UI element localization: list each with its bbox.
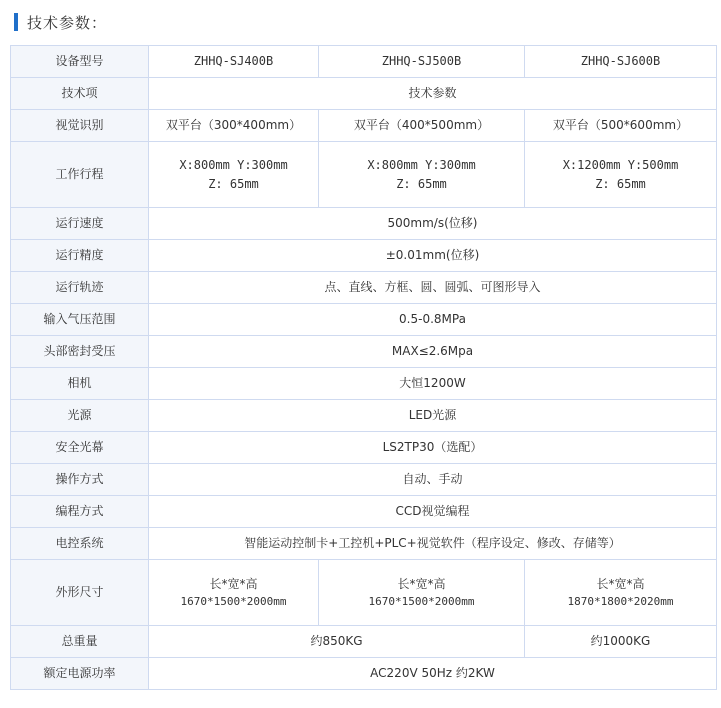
vision-cell-1: 双平台（300*400mm）: [149, 110, 319, 142]
programming-value: CCD视觉编程: [149, 496, 717, 528]
row-label-speed: 运行速度: [11, 208, 149, 240]
light-value: LED光源: [149, 400, 717, 432]
section-accent-bar: [14, 13, 18, 31]
row-label-safety: 安全光幕: [11, 432, 149, 464]
vision-cell-3: 双平台（500*600mm）: [525, 110, 717, 142]
dimensions-cell-1: [149, 560, 319, 626]
travel-cell-1: [149, 142, 319, 208]
row-label-light: 光源: [11, 400, 149, 432]
travel-cell-3: [525, 142, 717, 208]
row-label-seal-pressure: 头部密封受压: [11, 336, 149, 368]
section-title: 技术参数：: [27, 13, 108, 32]
row-trajectory: [11, 272, 717, 304]
row-label-item: 技术项: [11, 78, 149, 110]
dimensions-cell-2: [319, 560, 525, 626]
row-label-dimensions: 外形尺寸: [11, 560, 149, 626]
row-light: [11, 400, 717, 432]
row-dimensions: [11, 560, 717, 626]
row-power: [11, 658, 717, 690]
row-label-control: 电控系统: [11, 528, 149, 560]
row-safety: [11, 432, 717, 464]
seal-pressure-value: MAX≤2.6Mpa: [149, 336, 717, 368]
row-label-camera: 相机: [11, 368, 149, 400]
row-programming: [11, 496, 717, 528]
dimensions-cell-3: [525, 560, 717, 626]
row-label-operation: 操作方式: [11, 464, 149, 496]
section-header: [14, 10, 107, 34]
precision-value: ±0.01mm(位移): [149, 240, 717, 272]
weight-value-b: 约1000KG: [525, 626, 717, 658]
model-cell-3: ZHHQ-SJ600B: [525, 46, 717, 78]
safety-value: LS2TP30（选配）: [149, 432, 717, 464]
dimensions-caption-3: 长*宽*高: [596, 576, 645, 591]
weight-value-a: 约850KG: [149, 626, 525, 658]
travel-z-1: Z: 65mm: [208, 176, 259, 191]
row-item: [11, 78, 717, 110]
dimensions-size-3: 1870*1800*2020mm: [567, 595, 674, 609]
travel-cell-2: [319, 142, 525, 208]
row-label-power: 额定电源功率: [11, 658, 149, 690]
dimensions-size-2: 1670*1500*2000mm: [368, 595, 475, 609]
item-value: 技术参数: [149, 78, 717, 110]
dimensions-caption-1: 长*宽*高: [209, 576, 258, 591]
row-label-model: 设备型号: [11, 46, 149, 78]
trajectory-value: 点、直线、方框、圆、圆弧、可图形导入: [149, 272, 717, 304]
row-label-weight: 总重量: [11, 626, 149, 658]
row-air-pressure: [11, 304, 717, 336]
dimensions-caption-2: 长*宽*高: [397, 576, 446, 591]
model-cell-2: ZHHQ-SJ500B: [319, 46, 525, 78]
spec-table: [10, 45, 717, 690]
camera-value: 大恒1200W: [149, 368, 717, 400]
row-label-programming: 编程方式: [11, 496, 149, 528]
row-label-trajectory: 运行轨迹: [11, 272, 149, 304]
control-value: 智能运动控制卡+工控机+PLC+视觉软件（程序设定、修改、存储等）: [149, 528, 717, 560]
travel-xy-1: X:800mm Y:300mm: [179, 157, 288, 172]
row-precision: [11, 240, 717, 272]
row-label-vision: 视觉识别: [11, 110, 149, 142]
row-label-air-pressure: 输入气压范围: [11, 304, 149, 336]
travel-z-2: Z: 65mm: [396, 176, 447, 191]
travel-xy-2: X:800mm Y:300mm: [367, 157, 476, 172]
row-label-precision: 运行精度: [11, 240, 149, 272]
power-value: AC220V 50Hz 约2KW: [149, 658, 717, 690]
row-vision: [11, 110, 717, 142]
dimensions-size-1: 1670*1500*2000mm: [180, 595, 287, 609]
row-travel: [11, 142, 717, 208]
travel-xy-3: X:1200mm Y:500mm: [562, 157, 679, 172]
row-label-travel: 工作行程: [11, 142, 149, 208]
vision-cell-2: 双平台（400*500mm）: [319, 110, 525, 142]
travel-z-3: Z: 65mm: [595, 176, 646, 191]
row-model: [11, 46, 717, 78]
row-control: [11, 528, 717, 560]
row-weight: [11, 626, 717, 658]
row-camera: [11, 368, 717, 400]
row-seal-pressure: [11, 336, 717, 368]
row-operation: [11, 464, 717, 496]
model-cell-1: ZHHQ-SJ400B: [149, 46, 319, 78]
speed-value: 500mm/s(位移): [149, 208, 717, 240]
row-speed: [11, 208, 717, 240]
air-pressure-value: 0.5-0.8MPa: [149, 304, 717, 336]
operation-value: 自动、手动: [149, 464, 717, 496]
